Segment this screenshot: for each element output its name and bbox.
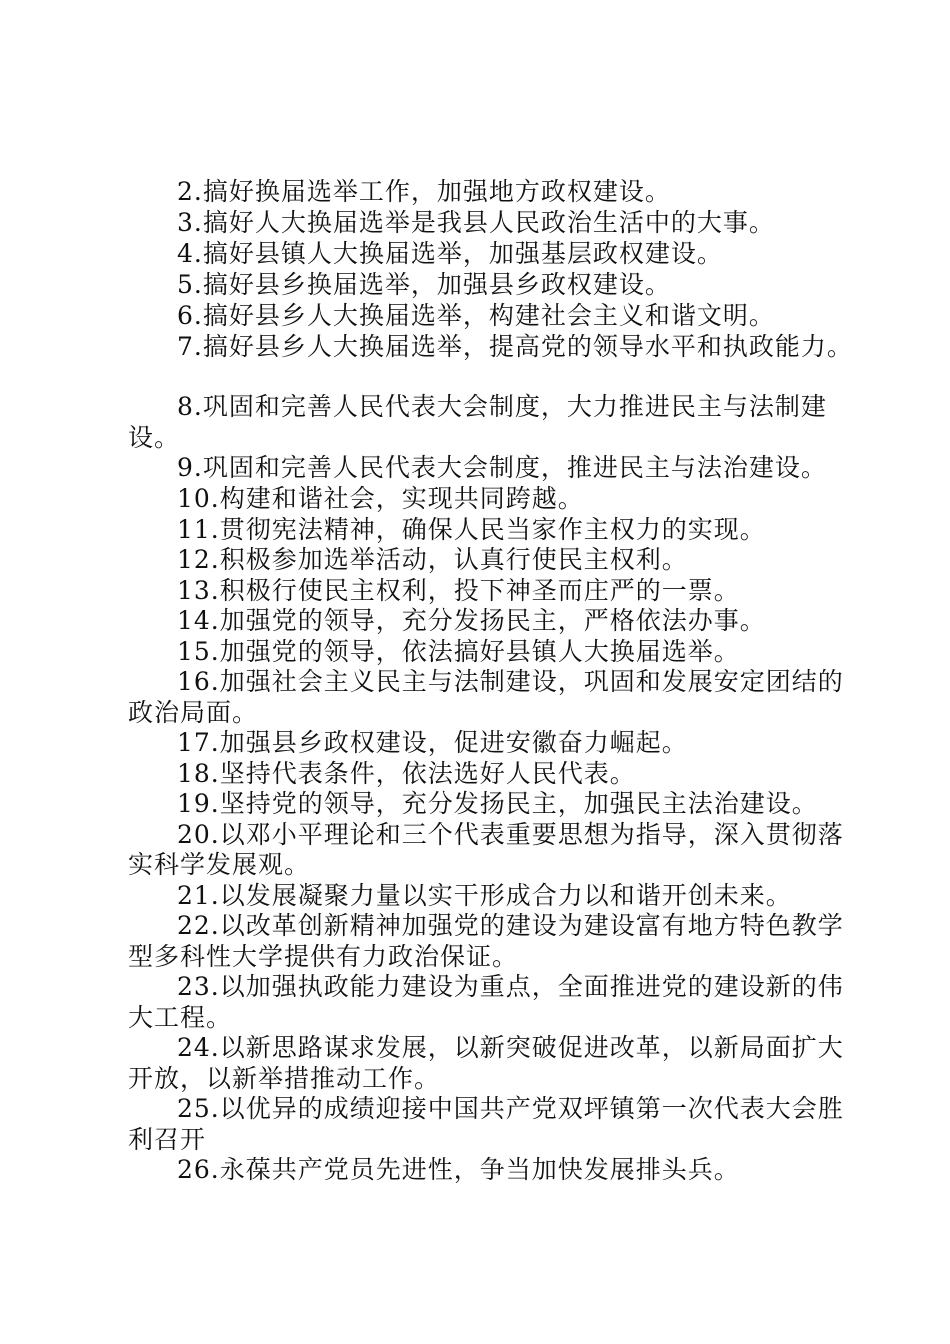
line-24: 24.以新思路谋求发展，以新突破促进改革，以新局面扩大 (177, 1033, 844, 1062)
line-24-cont: 开放，以新举措推动工作。 (128, 1064, 441, 1093)
line-10: 10.构建和谐社会，实现共同跨越。 (177, 484, 584, 513)
line-8-cont: 设。 (128, 423, 181, 452)
line-22-cont: 型多科性大学提供有力政治保证。 (128, 942, 519, 971)
line-23-cont: 大工程。 (128, 1003, 233, 1032)
line-18: 18.坚持代表条件，依法选好人民代表。 (177, 759, 636, 788)
line-9: 9.巩固和完善人民代表大会制度，推进民主与法治建设。 (177, 453, 827, 482)
line-25: 25.以优异的成绩迎接中国共产党双坪镇第一次代表大会胜 (177, 1094, 844, 1123)
line-11: 11.贯彻宪法精神，确保人民当家作主权力的实现。 (177, 515, 766, 544)
line-25-cont: 利召开 (128, 1125, 207, 1154)
line-3: 3.搞好人大换届选举是我县人民政治生活中的大事。 (177, 208, 775, 237)
line-6: 6.搞好县乡人大换届选举，构建社会主义和谐文明。 (177, 301, 775, 330)
line-17: 17.加强县乡政权建设，促进安徽奋力崛起。 (177, 728, 688, 757)
line-2: 2.搞好换届选举工作，加强地方政权建设。 (177, 177, 671, 206)
line-20-cont: 实科学发展观。 (128, 850, 311, 879)
line-12: 12.积极参加选举活动，认真行使民主权利。 (177, 545, 688, 574)
line-23: 23.以加强执政能力建设为重点，全面推进党的建设新的伟 (177, 972, 844, 1001)
line-19: 19.坚持党的领导，充分发扬民主，加强民主法治建设。 (177, 789, 818, 818)
line-4: 4.搞好县镇人大换届选举，加强基层政权建设。 (177, 239, 723, 268)
line-26: 26.永葆共产党员先进性，争当加快发展排头兵。 (177, 1155, 740, 1184)
line-7: 7.搞好县乡人大换届选举，提高党的领导水平和执政能力。 (177, 332, 853, 361)
line-22: 22.以改革创新精神加强党的建设为建设富有地方特色教学 (177, 911, 844, 940)
line-21: 21.以发展凝聚力量以实干形成合力以和谐开创未来。 (177, 881, 792, 910)
line-13: 13.积极行使民主权利，投下神圣而庄严的一票。 (177, 576, 740, 605)
line-20: 20.以邓小平理论和三个代表重要思想为指导，深入贯彻落 (177, 820, 844, 849)
line-14: 14.加强党的领导，充分发扬民主，严格依法办事。 (177, 606, 766, 635)
line-8: 8.巩固和完善人民代表大会制度，大力推进民主与法制建 (177, 392, 827, 421)
line-15: 15.加强党的领导，依法搞好县镇人大换届选举。 (177, 637, 740, 666)
line-16-cont: 政治局面。 (128, 698, 259, 727)
line-5: 5.搞好县乡换届选举，加强县乡政权建设。 (177, 270, 671, 299)
line-16: 16.加强社会主义民主与法制建设，巩固和发展安定团结的 (177, 667, 844, 696)
